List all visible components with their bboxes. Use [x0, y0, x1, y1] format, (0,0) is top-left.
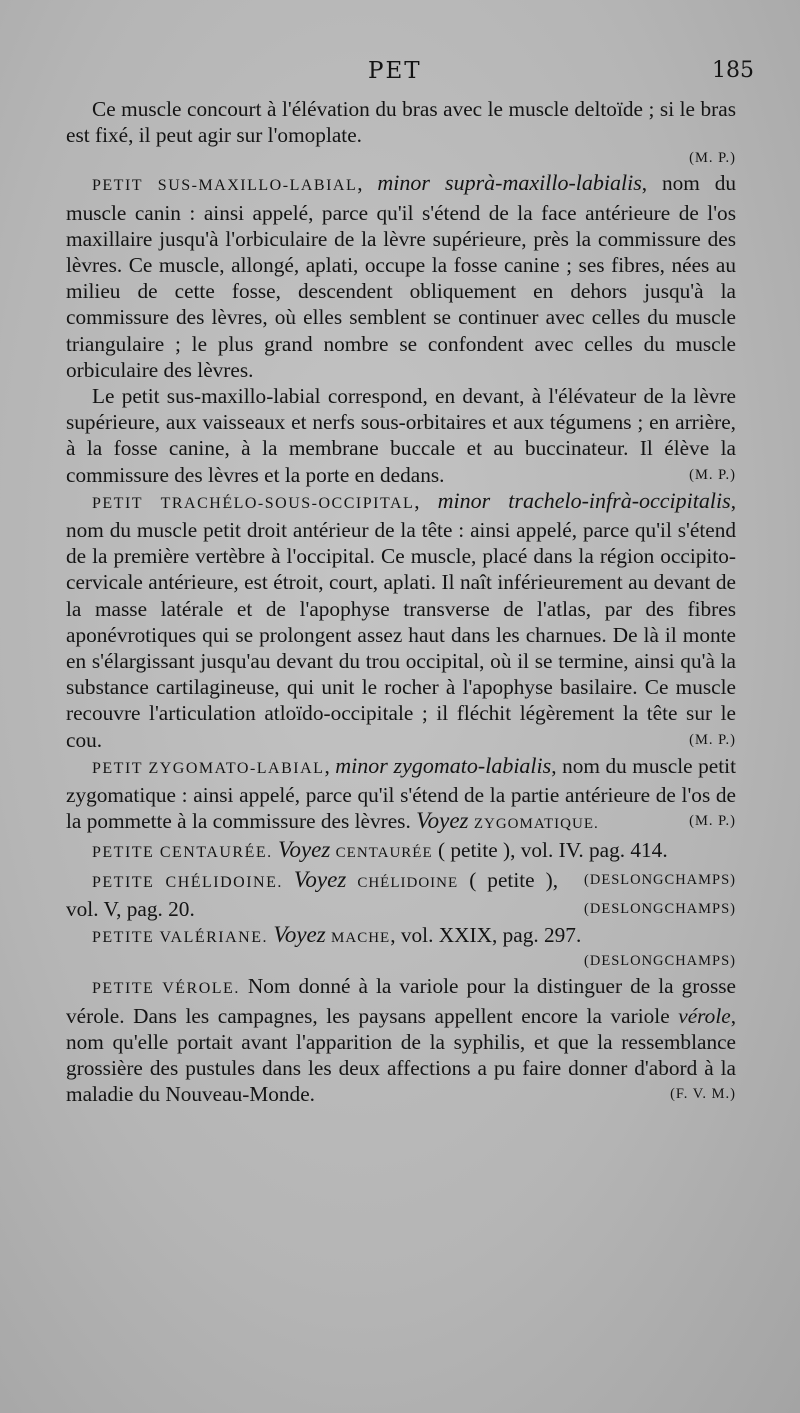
italic-term: vérole — [678, 1003, 731, 1028]
page-header — [0, 58, 800, 88]
entry-headword: PETIT SUS-MAXILLO-LABIAL — [92, 177, 358, 195]
entry-headword: PETITE CENTAURÉE. — [92, 844, 273, 862]
latin-name: minor suprà-maxillo-labialis — [377, 170, 642, 196]
entry-headword: PETITE CHÉLIDOINE. — [92, 873, 283, 891]
signature: (M. P.) — [689, 813, 736, 830]
signature: (M. P.) — [689, 150, 736, 167]
signature: (DESLONGCHAMPS) — [584, 953, 736, 970]
entry-headword: PETITE VALÉRIANE. — [92, 929, 269, 947]
cross-ref-voyez: Voyez — [416, 808, 469, 834]
entry-continuation: Ce muscle concourt à l'élévation du bras avec le muscle deltoïde ; si le bras est fixé, il peut agir sur l'omoplate. — [66, 97, 736, 148]
entry-petit-zygomato-labial: PETIT ZYGOMATO-LABIAL, minor zygomato-labialis, nom du muscle petit zygomatique : ainsi appelé, parce qu'il s'étend de la partie antérieure de l'os de la pommette à la commissure des lèvres. Voyez ZYGOMATIQUE. (M. P.) — [66, 752, 737, 834]
entry-petite-chelidoine: PETITE CHÉLIDOINE. Voyez CHÉLIDOINE ( petite ), vol. V, pag. 20. (DESLONGCHAMPS) — [66, 866, 736, 921]
entry-headword: PETIT ZYGOMATO-LABIAL — [92, 759, 325, 777]
signature: (M. P.) — [689, 466, 736, 483]
latin-name: minor zygomato-labialis — [335, 752, 552, 778]
entry-petit-sus-maxillo-labial: PETIT SUS-MAXILLO-LABIAL, minor suprà-maxillo-labialis, nom du muscle canin : ainsi appelé, parce qu'il s'étend de la face antérieure de l'os maxillaire jusqu'à l'orbiculaire de la lèvre supérieure, près la commissure des lèvres. Ce muscle, allongé, aplati, occupe la fosse canine ; ses fibres, nées au milieu de cette fosse, descendent obliquement en dehors jusqu'à la commissure des lèvres, où elles semblent se continuer avec celles du muscle triangulaire ; le plus grand nombre se confondent avec celles du muscle orbiculaire des lèvres. — [66, 170, 737, 382]
cross-ref-target: ZYGOMATIQUE. — [473, 816, 599, 833]
cross-ref-voyez: Voyez — [273, 922, 326, 948]
entry-petite-verole: PETITE VÉROLE. Nom donné à la variole pour la distinguer de la grosse vérole. Dans les campagnes, les paysans appellent encore la variole vérole, nom qu'elle portait avant l'apparition de la syphilis, et que la ressemblance grossière des pustules dans les deux affections a pu faire donner d'abord à la maladie du Nouveau-Monde. (F. V. M.) — [66, 974, 737, 1107]
latin-name: minor trachelo-infrà-occipitalis — [437, 487, 731, 513]
signature: (F. V. M.) — [670, 1086, 736, 1103]
cross-ref-target: MACHE — [331, 930, 391, 947]
running-head: PET — [368, 58, 422, 84]
page-text — [66, 96, 736, 1107]
entry-headword: PETITE VÉROLE. — [92, 980, 240, 998]
cross-ref-voyez: Voyez — [277, 837, 331, 863]
signature: (DESLONGCHAMPS) — [584, 871, 736, 888]
cross-ref-target: CHÉLIDOINE — [357, 874, 459, 891]
cross-ref-target: CENTAURÉE — [335, 845, 433, 862]
entry-petite-centauree: PETITE CENTAURÉE. Voyez CENTAURÉE ( petite ), vol. IV. pag. 414. (DESLONGCHAMPS) — [66, 837, 736, 866]
signature: (M. P.) — [689, 731, 736, 748]
page-number: 185 — [712, 58, 754, 83]
entry-petite-valeriane: PETITE VALÉRIANE. Voyez MACHE, vol. XXIX, pag. 297. — [92, 922, 582, 948]
cross-ref-voyez: Voyez — [293, 866, 347, 892]
paragraph: Le petit sus-maxillo-labial correspond, en devant, à l'élévateur de la lèvre supérieure, aux vaisseaux et nerfs sous-orbitaires et aux tégumens ; en arrière, à la fosse canine, à la membrane buccale et au buccinateur. Il élève la commissure des lèvres et la porte en dedans. (M. P.) — [66, 384, 736, 487]
signature: (DESLONGCHAMPS) — [584, 900, 736, 917]
entry-petit-trachelo-sous-occipital: PETIT TRACHÉLO-SOUS-OCCIPITAL, minor trachelo-infrà-occipitalis, nom du muscle petit droit antérieur de la tête : ainsi appelé, parce qu'il s'étend de la première vertèbre à l'occipital. Ce muscle, placé dans la région occipito-cervicale antérieure, est étroit, court, aplati. Il naît inférieurement au devant de la masse latérale et de l'apophyse transverse de l'atlas, par des fibres aponévrotiques qui se prolongent assez haut dans les charnues. De là il monte en s'élargissant jusqu'au devant du trou occipital, où il se termine, ainsi qu'à la substance cartilagineuse, qui unit le rocher à l'apophyse basilaire. Ce muscle recouvre l'articulation atloïdo-occipitale ; il fléchit légèrement la tête sur le cou. (M. P.) — [66, 487, 737, 752]
entry-headword: PETIT TRACHÉLO-SOUS-OCCIPITAL — [92, 494, 415, 512]
